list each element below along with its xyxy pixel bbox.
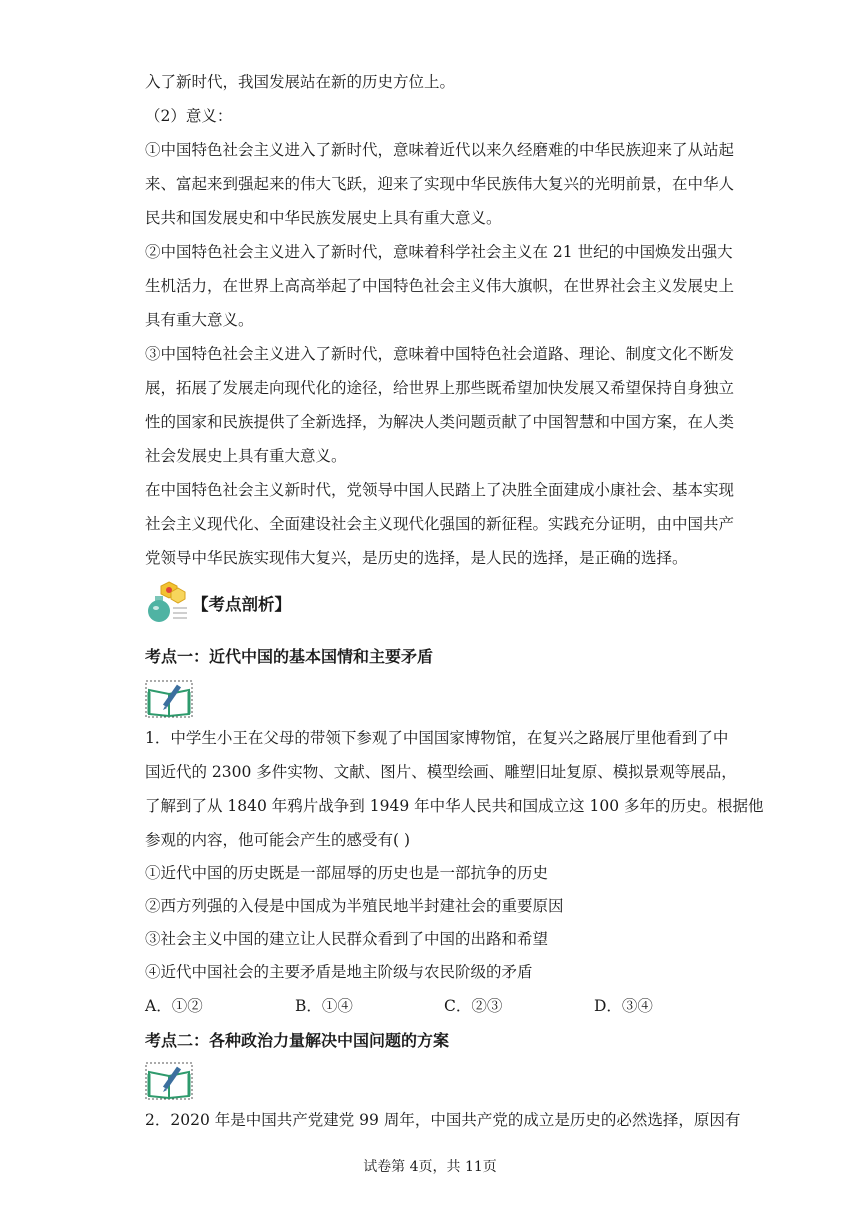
statement-4: ④近代中国社会的主要矛盾是地主阶级与农民阶级的矛盾 (145, 963, 533, 981)
text-line: （2）意义： (145, 107, 233, 125)
option-c: C．②③ (444, 997, 503, 1015)
statement-2: ②西方列强的入侵是中国成为半殖民地半封建社会的重要原因 (145, 897, 564, 915)
question-text: 了解到了从 1840 年鸦片战争到 1949 年中华人民共和国成立这 100 多年的历史。根据他 (145, 797, 764, 815)
text-line: 民共和国发展史和中华民族发展史上具有重大意义。 (145, 209, 502, 227)
question-text: 2．2020 年是中国共产党建党 99 周年，中国共产党的成立是历史的必然选择，原因有 (145, 1111, 741, 1129)
text-line: 来、富起来到强起来的伟大飞跃，迎来了实现中华民族伟大复兴的光明前景，在中华人 (145, 175, 735, 193)
text-line: ③中国特色社会主义进入了新时代，意味着中国特色社会道路、理论、制度文化不断发 (145, 345, 735, 363)
text-line: ①中国特色社会主义进入了新时代，意味着近代以来久经磨难的中华民族迎来了从站起 (145, 141, 735, 159)
option-a: A．①② (145, 997, 203, 1015)
text-line: 入了新时代，我国发展站在新的历史方位上。 (145, 73, 456, 91)
text-line: 具有重大意义。 (145, 311, 254, 329)
question-text: 1．中学生小王在父母的带领下参观了中国国家博物馆，在复兴之路展厅里他看到了中 (145, 729, 729, 747)
option-d: D．③④ (594, 997, 653, 1015)
statement-1: ①近代中国的历史既是一部屈辱的历史也是一部抗争的历史 (145, 864, 549, 882)
statement-3: ③社会主义中国的建立让人民群众看到了中国的出路和希望 (145, 930, 549, 948)
section-title: 【考点剖析】 (192, 595, 291, 614)
text-line: 生机活力，在世界上高高举起了中国特色社会主义伟大旗帜，在世界社会主义发展史上 (145, 277, 735, 295)
flask-icon (145, 580, 189, 624)
option-b: B．①④ (295, 997, 353, 1015)
book-pencil-icon (145, 680, 193, 718)
text-line: 性的国家和民族提供了全新选择，为解决人类问题贡献了中国智慧和中国方案，在人类 (145, 413, 735, 431)
kaodian-1-title: 考点一：近代中国的基本国情和主要矛盾 (145, 647, 434, 666)
text-line: 展，拓展了发展走向现代化的途径，给世界上那些既希望加快发展又希望保持自身独立 (145, 379, 735, 397)
book-pencil-icon (145, 1062, 193, 1100)
kaodian-2-title: 考点二：各种政治力量解决中国问题的方案 (145, 1031, 450, 1050)
text-line: 社会主义现代化、全面建设社会主义现代化强国的新征程。实践充分证明，由中国共产 (145, 515, 735, 533)
page-footer: 试卷第 4页，共 11页 (363, 1159, 497, 1175)
question-text: 国近代的 2300 多件实物、文献、图片、模型绘画、雕塑旧址复原、模拟景观等展品， (145, 763, 737, 781)
text-line: 党领导中华民族实现伟大复兴，是历史的选择，是人民的选择，是正确的选择。 (145, 549, 688, 567)
text-line: ②中国特色社会主义进入了新时代，意味着科学社会主义在 21 世纪的中国焕发出强大 (145, 243, 733, 261)
text-line: 社会发展史上具有重大意义。 (145, 447, 347, 465)
text-line: 在中国特色社会主义新时代，党领导中国人民踏上了决胜全面建成小康社会、基本实现 (145, 481, 735, 499)
question-text: 参观的内容，他可能会产生的感受有( ) (145, 831, 411, 849)
